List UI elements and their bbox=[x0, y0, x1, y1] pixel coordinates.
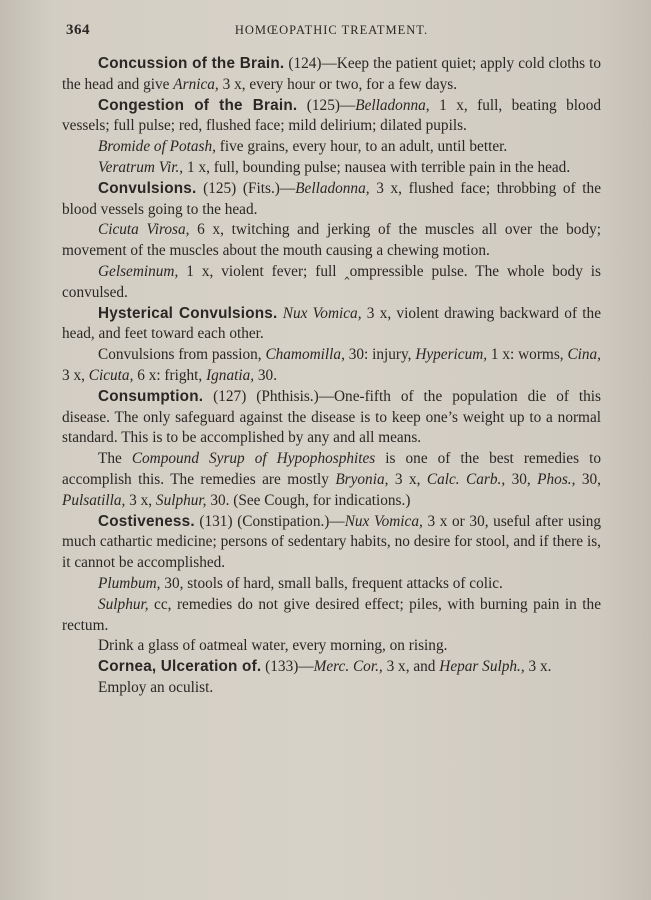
body-text: 1 x, full, bounding pulse; nausea with terrible pain in the head. bbox=[183, 158, 571, 176]
remedy-name: Cina, bbox=[567, 346, 602, 364]
remedy-name: Nux Vomica, bbox=[344, 512, 423, 530]
paragraph bbox=[62, 179, 601, 221]
body-text: is one of the best remedies to accomplish this. The remedies are mostly bbox=[62, 450, 601, 488]
body-text: 3 x, every hour or two, for a few days. bbox=[218, 75, 458, 93]
body-text: (131) (Constipation.)— bbox=[194, 512, 345, 530]
body-text: Convulsions from passion, bbox=[98, 346, 266, 364]
body-text: 3 x, and bbox=[382, 658, 440, 676]
remedy-name: Compound Syrup of Hypophosphites bbox=[131, 450, 376, 468]
body-text: 3 x, bbox=[62, 366, 89, 384]
body-text: 30, bbox=[505, 470, 538, 488]
body-text: Drink a glass of oatmeal water, every morning, on rising. bbox=[98, 637, 448, 655]
remedy-name: Ignatia, bbox=[206, 366, 255, 384]
section-heading: Cornea, Ulceration of. bbox=[98, 658, 262, 676]
page-number: 364 bbox=[66, 22, 90, 38]
body-text: 30, bbox=[575, 470, 601, 488]
section-heading: Congestion of the Brain. bbox=[98, 96, 298, 114]
paragraph bbox=[62, 657, 601, 678]
paragraph bbox=[62, 574, 601, 595]
body-text: 3 x. bbox=[524, 658, 552, 676]
body-text: (124)—Keep the patient quiet; apply cold cloths to the head and give bbox=[62, 55, 601, 93]
body-text: five grains, every hour, to an adult, until better. bbox=[215, 138, 508, 156]
body-text: 30. (See Cough, for indications.) bbox=[206, 491, 411, 509]
body-text: 30: injury, bbox=[344, 346, 416, 364]
remedy-name: Gelseminum, bbox=[98, 262, 179, 280]
remedy-name: Cicuta, bbox=[88, 366, 134, 384]
section-heading: Hysterical Convulsions. bbox=[98, 304, 278, 322]
body-text: 3 x, flushed face; throbbing of the blood vessels going to the head. bbox=[62, 179, 601, 218]
body-text: 30. bbox=[254, 366, 278, 384]
body-text: Employ an oculist. bbox=[98, 678, 214, 696]
remedy-name: Sulphur, bbox=[155, 491, 207, 509]
paragraph bbox=[62, 262, 601, 304]
body-text: 6 x: fright, bbox=[133, 366, 207, 384]
body-text: 1 x, violent fever; full ‸ompressible pulse. The whole body is convulsed. bbox=[62, 262, 601, 301]
remedy-name: Plumbum, bbox=[98, 574, 161, 592]
paragraph bbox=[62, 220, 601, 262]
body-text: (133)— bbox=[261, 658, 314, 676]
body-text: 30, stools of hard, small balls, frequent attacks of colic. bbox=[160, 574, 503, 592]
paragraph bbox=[62, 387, 601, 449]
body-text: (125)— bbox=[297, 96, 356, 114]
remedy-name: Belladonna, bbox=[295, 179, 370, 197]
section-heading: Concussion of the Brain. bbox=[98, 55, 285, 72]
body-text: (125) (Fits.)— bbox=[196, 179, 296, 197]
remedy-name: Hypericum, bbox=[415, 346, 488, 364]
paragraph bbox=[62, 54, 601, 96]
paragraph bbox=[62, 137, 601, 158]
remedy-name: Belladonna, bbox=[355, 96, 430, 114]
body-text: 3 x, violent drawing backward of the head, and feet toward each other. bbox=[62, 304, 601, 343]
body-text: 6 x, twitching and jerking of the muscles all over the body; movement of the muscles about the mouth causing a chewing motion. bbox=[62, 221, 602, 260]
remedy-name: Hepar Sulph., bbox=[439, 658, 525, 676]
paragraph bbox=[62, 304, 601, 346]
remedy-name: Chamomilla, bbox=[265, 346, 345, 364]
page-body bbox=[62, 54, 601, 699]
remedy-name: Sulphur, bbox=[98, 595, 149, 613]
paragraph bbox=[62, 512, 601, 574]
running-title: HOMŒOPATHIC TREATMENT. bbox=[234, 23, 429, 37]
body-text: cc, remedies do not give desired effect; piles, with burning pain in the rectum. bbox=[62, 595, 601, 634]
remedy-name: Merc. Cor., bbox=[313, 658, 383, 676]
remedy-name: Phos., bbox=[537, 470, 576, 488]
body-text: 3 x, bbox=[388, 470, 427, 488]
page-header bbox=[62, 20, 601, 42]
section-heading: Costiveness. bbox=[98, 512, 195, 530]
section-heading: Consumption. bbox=[98, 387, 204, 405]
remedy-name: Veratrum Vir., bbox=[98, 158, 184, 176]
section-heading: Convulsions. bbox=[98, 179, 197, 197]
body-text: 3 x or 30, useful after using much cathartic medicine; persons of sedentary habits, no desire for stool, and if there is, it cannot be accomplished. bbox=[62, 512, 601, 572]
paragraph bbox=[62, 595, 601, 637]
remedy-name: Bryonia, bbox=[335, 470, 389, 488]
paragraph bbox=[62, 345, 601, 387]
remedy-name: Cicuta Virosa, bbox=[98, 221, 190, 239]
body-text: 3 x, bbox=[125, 491, 156, 509]
body-text: 1 x: worms, bbox=[487, 346, 568, 364]
remedy-name: Bromide of Potash, bbox=[98, 138, 216, 156]
remedy-name: Pulsatilla, bbox=[62, 491, 126, 509]
paragraph bbox=[62, 636, 601, 657]
body-text: (127) (Phthisis.)—One-fifth of the population die of this disease. The only safeguard against the disease is to keep one’s weight up to a normal standard. This is to be accomplished by any and all means. bbox=[62, 387, 601, 447]
paragraph bbox=[62, 158, 601, 179]
body-text: 1 x, full, beating blood vessels; full pulse; red, flushed face; mild delirium; dilated pupils. bbox=[62, 96, 601, 135]
body-text: The bbox=[98, 450, 132, 468]
remedy-name: Nux Vomica, bbox=[282, 304, 362, 322]
paragraph bbox=[62, 449, 601, 511]
remedy-name: Arnica, bbox=[173, 75, 219, 93]
paragraph bbox=[62, 678, 601, 699]
paragraph bbox=[62, 96, 601, 138]
remedy-name: Calc. Carb., bbox=[426, 470, 506, 488]
